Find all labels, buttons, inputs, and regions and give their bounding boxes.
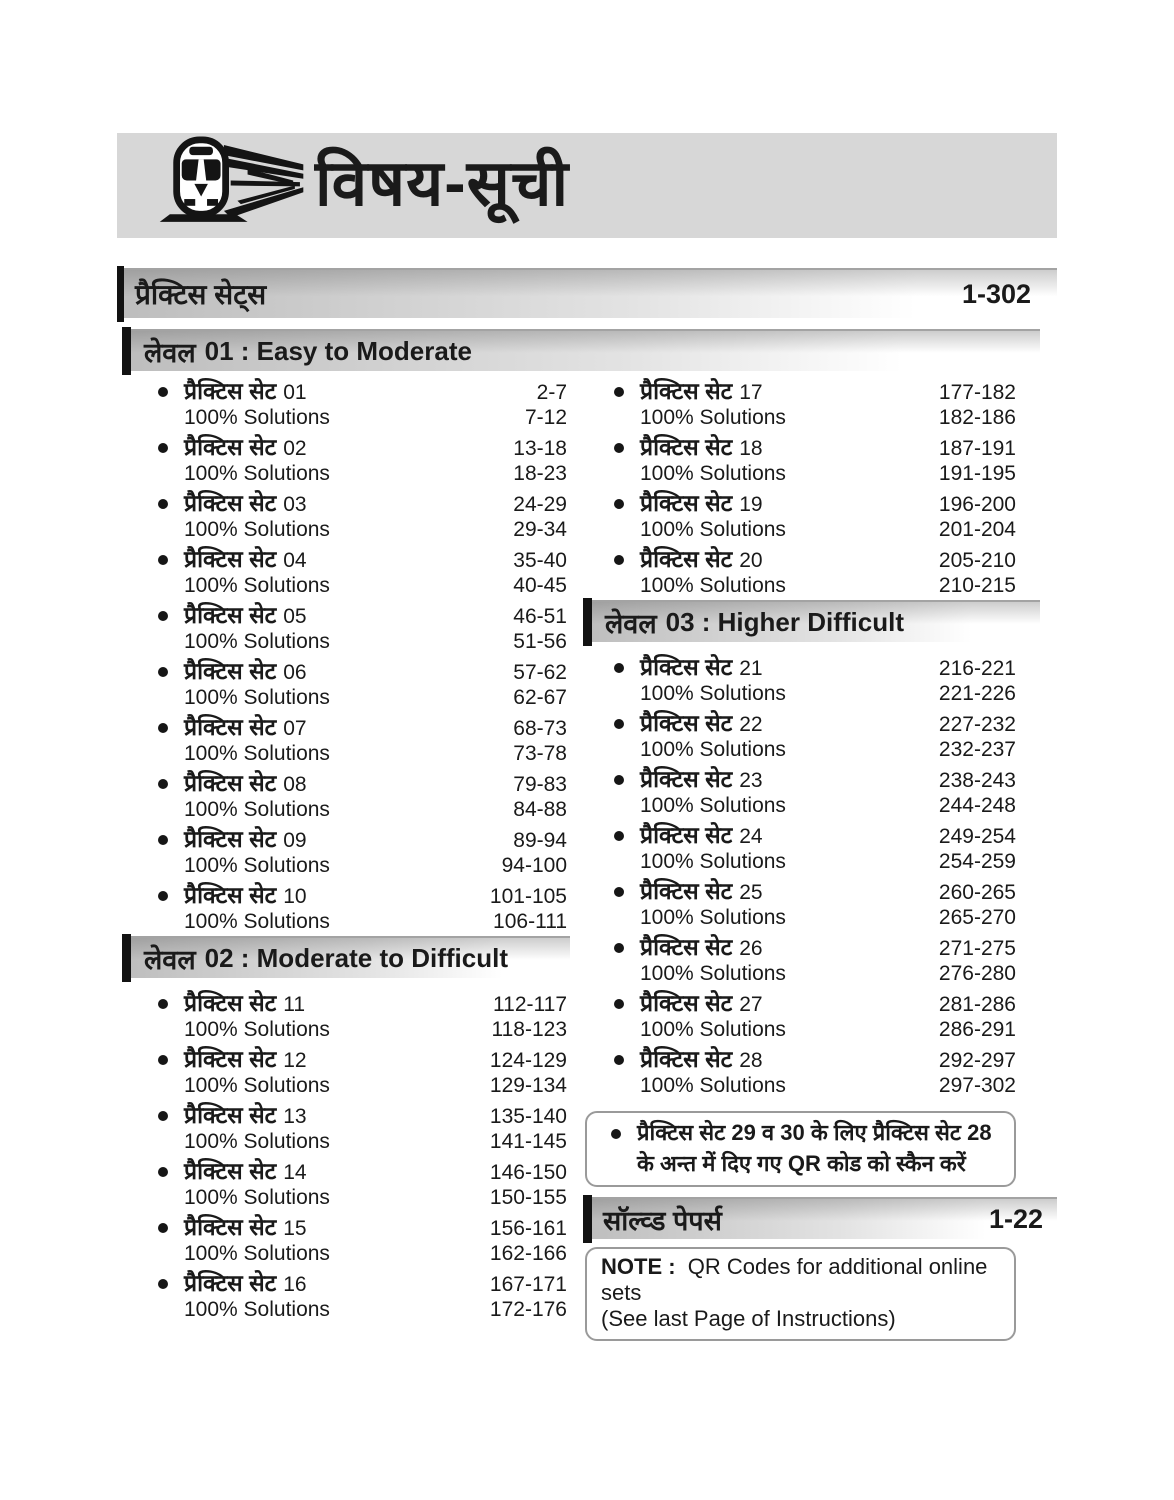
toc-entry-title-row xyxy=(614,822,1016,850)
toc-entry-solutions-pages: 51-56 xyxy=(513,630,567,653)
toc-entry-solutions-pages: 129-134 xyxy=(489,1074,567,1097)
toc-entry-solutions-label: 100% Solutions xyxy=(184,742,330,765)
toc-entry-number: 24 xyxy=(739,825,763,848)
toc-entry-solutions-label: 100% Solutions xyxy=(640,1018,786,1041)
bullet-icon xyxy=(611,1129,621,1139)
toc-entry-number: 04 xyxy=(283,549,307,572)
toc-entry-number: 01 xyxy=(283,381,307,404)
toc-entry-label: प्रैक्टिस सेट 10 xyxy=(184,882,307,908)
toc-entry-solutions-row xyxy=(158,1299,567,1321)
toc-entry-pages: 205-210 xyxy=(938,549,1016,572)
toc-entry-title-row xyxy=(158,546,567,574)
bullet-icon xyxy=(158,499,168,509)
toc-entry-number: 18 xyxy=(739,437,763,460)
bullet-icon xyxy=(158,1055,168,1065)
toc-entry-label: प्रैक्टिस सेट 28 xyxy=(640,1046,763,1072)
toc-entry-solutions-pages: 106-111 xyxy=(493,910,567,933)
bullet-icon xyxy=(158,443,168,453)
toc-entry-solutions-label: 100% Solutions xyxy=(640,850,786,873)
toc-entry-solutions-row xyxy=(614,1075,1016,1097)
bullet-icon xyxy=(158,555,168,565)
toc-entry-title-row xyxy=(158,1214,567,1242)
toc-entry-solutions-label: 100% Solutions xyxy=(640,406,786,429)
toc-entry-label: प्रैक्टिस सेट 06 xyxy=(184,658,307,684)
bullet-icon xyxy=(614,775,624,785)
toc-entry-pages: 57-62 xyxy=(513,661,567,684)
toc-entry-solutions-label: 100% Solutions xyxy=(184,462,330,485)
toc-entry xyxy=(614,1046,1016,1097)
toc-entry-label: प्रैक्टिस सेट 03 xyxy=(184,490,307,516)
toc-entry-solutions-label: 100% Solutions xyxy=(640,794,786,817)
toc-entry-label: प्रैक्टिस सेट 21 xyxy=(640,654,763,680)
section-bar-level1 xyxy=(122,329,1040,371)
toc-entry-pages: 281-286 xyxy=(938,993,1016,1016)
toc-entry xyxy=(158,434,567,485)
toc-entry-label: प्रैक्टिस सेट 27 xyxy=(640,990,763,1016)
bullet-icon xyxy=(158,835,168,845)
toc-entry-solutions-row xyxy=(158,631,567,653)
toc-entry xyxy=(158,490,567,541)
toc-entry-label: प्रैक्टिस सेट 23 xyxy=(640,766,763,792)
toc-entry-label: प्रैक्टिस सेट 20 xyxy=(640,546,763,572)
toc-entry-solutions-label: 100% Solutions xyxy=(640,518,786,541)
toc-entry xyxy=(158,1102,567,1153)
toc-entry-pages: 135-140 xyxy=(489,1105,567,1128)
toc-entry-solutions-label: 100% Solutions xyxy=(184,1130,330,1153)
toc-entry-label: प्रैक्टिस सेट 24 xyxy=(640,822,763,848)
toc-entry-solutions-row xyxy=(158,463,567,485)
toc-entry-number: 15 xyxy=(283,1217,307,1240)
level-title: 02 : Moderate to Difficult xyxy=(204,942,508,973)
toc-entry xyxy=(614,490,1016,541)
bullet-icon xyxy=(158,1279,168,1289)
toc-entry-solutions-pages: 244-248 xyxy=(938,794,1016,817)
toc-entry-solutions-label: 100% Solutions xyxy=(184,574,330,597)
toc-entry-pages: 79-83 xyxy=(513,773,567,796)
solved-papers-pages: 1-22 xyxy=(988,1203,1043,1234)
toc-entry-solutions-label: 100% Solutions xyxy=(184,1186,330,1209)
bullet-icon xyxy=(614,555,624,565)
toc-entry-solutions-pages: 276-280 xyxy=(938,962,1016,985)
toc-entry-solutions-row xyxy=(158,1243,567,1265)
toc-entry-solutions-row xyxy=(158,575,567,597)
level-title: 03 : Higher Difficult xyxy=(665,606,904,637)
toc-entry-pages: 156-161 xyxy=(489,1217,567,1240)
level-title-hindi: लेवल xyxy=(144,944,196,975)
toc-entry-solutions-label: 100% Solutions xyxy=(184,1018,330,1041)
toc-entry-title-row xyxy=(614,434,1016,462)
toc-entry-title-row xyxy=(158,1046,567,1074)
toc-entry-pages: 35-40 xyxy=(513,549,567,572)
toc-entry-solutions-row xyxy=(158,519,567,541)
toc-entry-solutions-row xyxy=(614,1019,1016,1041)
toc-entry-pages: 196-200 xyxy=(938,493,1016,516)
toc-entry-number: 03 xyxy=(283,493,307,516)
toc-entry-pages: 112-117 xyxy=(493,993,567,1016)
toc-entry-label: प्रैक्टिस सेट 18 xyxy=(640,434,763,460)
toc-entry-solutions-pages: 254-259 xyxy=(938,850,1016,873)
toc-entry-pages: 292-297 xyxy=(938,1049,1016,1072)
toc-entry-title-row xyxy=(158,882,567,910)
toc-entry-pages: 249-254 xyxy=(938,825,1016,848)
level1-title: 01 : Easy to Moderate xyxy=(204,335,472,366)
toc-entry-solutions-label: 100% Solutions xyxy=(640,682,786,705)
toc-entry-solutions-row xyxy=(614,851,1016,873)
toc-entry-title-row xyxy=(614,654,1016,682)
bullet-icon xyxy=(158,611,168,621)
note-text: QR Codes for additional online sets xyxy=(601,1254,988,1305)
toc-entry-solutions-row xyxy=(614,407,1016,429)
toc-entry-number: 23 xyxy=(739,769,763,792)
toc-entry-pages: 177-182 xyxy=(938,381,1016,404)
toc-entry-number: 02 xyxy=(283,437,307,460)
toc-entry-pages: 68-73 xyxy=(513,717,567,740)
toc-entry-solutions-pages: 162-166 xyxy=(489,1242,567,1265)
toc-entry xyxy=(614,710,1016,761)
toc-entry-solutions-pages: 141-145 xyxy=(489,1130,567,1153)
toc-entry-number: 22 xyxy=(739,713,763,736)
toc-entry-solutions-row xyxy=(158,799,567,821)
toc-entry xyxy=(614,990,1016,1041)
toc-entry-number: 14 xyxy=(283,1161,307,1184)
note-line-1 xyxy=(601,1254,1002,1306)
toc-entry-label: प्रैक्टिस सेट 25 xyxy=(640,878,763,904)
toc-column-right-rows xyxy=(605,378,1016,1097)
toc-entry-label: प्रैक्टिस सेट 14 xyxy=(184,1158,307,1184)
qr-scan-note-box xyxy=(585,1111,1016,1187)
toc-entry-solutions-label: 100% Solutions xyxy=(184,910,330,933)
accent-bar xyxy=(117,266,124,322)
toc-entry-number: 13 xyxy=(283,1105,307,1128)
page-banner xyxy=(117,133,1057,238)
toc-entry-pages: 167-171 xyxy=(489,1273,567,1296)
note-line-2: (See last Page of Instructions) xyxy=(601,1306,896,1331)
toc-entry-label: प्रैक्टिस सेट 12 xyxy=(184,1046,307,1072)
note-label: NOTE : xyxy=(601,1254,676,1279)
toc-entry-solutions-pages: 18-23 xyxy=(513,462,567,485)
toc-entry-pages: 13-18 xyxy=(513,437,567,460)
bullet-icon xyxy=(614,943,624,953)
toc-entry-title-row xyxy=(158,1158,567,1186)
toc-entry-solutions-row xyxy=(614,463,1016,485)
toc-entry-pages: 124-129 xyxy=(489,1049,567,1072)
toc-entry-pages: 216-221 xyxy=(938,657,1016,680)
toc-entry-title-row xyxy=(158,990,567,1018)
toc-entry xyxy=(158,714,567,765)
train-icon xyxy=(153,136,305,235)
toc-entry-title-row xyxy=(614,490,1016,518)
accent-bar xyxy=(122,327,131,375)
section-bar-practice-sets xyxy=(117,268,1057,318)
toc-entry-solutions-label: 100% Solutions xyxy=(184,854,330,877)
toc-entry-solutions-label: 100% Solutions xyxy=(640,962,786,985)
toc-entry-solutions-label: 100% Solutions xyxy=(640,574,786,597)
toc-entry-title-row xyxy=(158,826,567,854)
toc-entry xyxy=(158,770,567,821)
toc-entry-pages: 187-191 xyxy=(938,437,1016,460)
practice-sets-pages: 1-302 xyxy=(961,278,1031,309)
accent-bar xyxy=(583,598,592,646)
toc-entry-solutions-label: 100% Solutions xyxy=(640,906,786,929)
toc-entry-label: प्रैक्टिस सेट 17 xyxy=(640,378,763,404)
toc-entry xyxy=(158,990,567,1041)
toc-entry-solutions-pages: 286-291 xyxy=(938,1018,1016,1041)
toc-entry-solutions-row xyxy=(158,1131,567,1153)
bullet-icon xyxy=(614,831,624,841)
toc-entry-pages: 46-51 xyxy=(513,605,567,628)
toc-entry-pages: 238-243 xyxy=(938,769,1016,792)
bullet-icon xyxy=(614,499,624,509)
toc-entry-solutions-row xyxy=(614,575,1016,597)
toc-entry-label: प्रैक्टिस सेट 26 xyxy=(640,934,763,960)
toc-entry xyxy=(614,934,1016,985)
toc-entry-solutions-pages: 221-226 xyxy=(938,682,1016,705)
toc-entry-solutions-pages: 201-204 xyxy=(938,518,1016,541)
toc-entry-number: 25 xyxy=(739,881,763,904)
toc-entry-pages: 260-265 xyxy=(938,881,1016,904)
toc-entry-pages: 227-232 xyxy=(938,713,1016,736)
toc-entry-title-row xyxy=(614,990,1016,1018)
toc-entry-solutions-pages: 29-34 xyxy=(513,518,567,541)
toc-entry-number: 28 xyxy=(739,1049,763,1072)
toc-entry-solutions-pages: 118-123 xyxy=(491,1018,567,1041)
toc-entry-number: 27 xyxy=(739,993,763,1016)
toc-entry-label: प्रैक्टिस सेट 08 xyxy=(184,770,307,796)
toc-entry-number: 21 xyxy=(739,657,763,680)
bullet-icon xyxy=(614,443,624,453)
toc-entry-solutions-row xyxy=(158,687,567,709)
toc-entry-title-row xyxy=(158,1102,567,1130)
toc-entry-solutions-pages: 94-100 xyxy=(501,854,567,877)
toc-entry-number: 08 xyxy=(283,773,307,796)
toc-entry-number: 05 xyxy=(283,605,307,628)
toc-entry-solutions-label: 100% Solutions xyxy=(184,518,330,541)
bullet-icon xyxy=(614,999,624,1009)
toc-entry-number: 10 xyxy=(283,885,307,908)
toc-entry xyxy=(158,882,567,933)
toc-entry-solutions-row xyxy=(614,907,1016,929)
bullet-icon xyxy=(614,887,624,897)
toc-entry-title-row xyxy=(614,1046,1016,1074)
toc-entry-number: 20 xyxy=(739,549,763,572)
toc-entry-solutions-pages: 73-78 xyxy=(513,742,567,765)
practice-sets-title: प्रैक्टिस सेट्स xyxy=(135,279,267,310)
page-title: विषय-सूची xyxy=(315,146,570,219)
bullet-icon xyxy=(158,1111,168,1121)
level-title-hindi: लेवल xyxy=(605,608,657,639)
toc-entry-solutions-label: 100% Solutions xyxy=(184,406,330,429)
accent-bar xyxy=(583,1195,592,1243)
toc-entry-title-row xyxy=(158,658,567,686)
section-bar-level xyxy=(583,600,1040,642)
toc-entry-label: प्रैक्टिस सेट 22 xyxy=(640,710,763,736)
toc-entry xyxy=(158,378,567,429)
toc-entry-solutions-pages: 7-12 xyxy=(524,406,567,429)
toc-column-right xyxy=(601,378,1043,1341)
toc-entry-solutions-pages: 172-176 xyxy=(489,1298,567,1321)
toc-entry-title-row xyxy=(614,878,1016,906)
toc-entry-title-row xyxy=(158,490,567,518)
toc-entry xyxy=(158,1158,567,1209)
toc-entry xyxy=(614,878,1016,929)
toc-entry-label: प्रैक्टिस सेट 09 xyxy=(184,826,307,852)
toc-entry-solutions-row xyxy=(614,683,1016,705)
bullet-icon xyxy=(158,1223,168,1233)
toc-entry-solutions-label: 100% Solutions xyxy=(640,738,786,761)
toc-entry-solutions-label: 100% Solutions xyxy=(184,798,330,821)
toc-entry-title-row xyxy=(614,766,1016,794)
bullet-icon xyxy=(614,719,624,729)
bullet-icon xyxy=(158,891,168,901)
bullet-icon xyxy=(614,387,624,397)
bullet-icon xyxy=(614,1055,624,1065)
toc-entry-title-row xyxy=(614,378,1016,406)
section-bar-level xyxy=(122,936,570,978)
toc-entry-title-row xyxy=(158,434,567,462)
toc-entry-pages: 89-94 xyxy=(513,829,567,852)
toc-entry-solutions-label: 100% Solutions xyxy=(184,630,330,653)
toc-entry-solutions-row xyxy=(158,407,567,429)
bullet-icon xyxy=(158,723,168,733)
toc-entry-pages: 2-7 xyxy=(536,381,567,404)
toc-entry-number: 11 xyxy=(283,993,306,1016)
toc-entry xyxy=(158,602,567,653)
toc-entry-solutions-row xyxy=(158,911,567,933)
toc-entry-solutions-label: 100% Solutions xyxy=(184,1298,330,1321)
toc-entry-solutions-label: 100% Solutions xyxy=(640,1074,786,1097)
toc-entry-solutions-label: 100% Solutions xyxy=(184,1074,330,1097)
toc-entry xyxy=(158,658,567,709)
level1-title-hindi: लेवल xyxy=(144,337,196,368)
toc-entry-solutions-pages: 232-237 xyxy=(938,738,1016,761)
toc-entry-label: प्रैक्टिस सेट 13 xyxy=(184,1102,307,1128)
toc-entry-label: प्रैक्टिस सेट 04 xyxy=(184,546,307,572)
toc-entry xyxy=(614,654,1016,705)
toc-entry-solutions-pages: 84-88 xyxy=(513,798,567,821)
toc-entry-solutions-pages: 191-195 xyxy=(938,462,1016,485)
toc-entry-number: 06 xyxy=(283,661,307,684)
toc-entry-solutions-pages: 210-215 xyxy=(938,574,1016,597)
toc-entry xyxy=(614,822,1016,873)
toc-entry xyxy=(614,434,1016,485)
toc-entry-number: 26 xyxy=(739,937,763,960)
toc-entry-title-row xyxy=(158,1270,567,1298)
toc-entry xyxy=(614,378,1016,429)
toc-entry-title-row xyxy=(614,710,1016,738)
bullet-icon xyxy=(158,387,168,397)
toc-entry-pages: 146-150 xyxy=(489,1161,567,1184)
bullet-icon xyxy=(158,667,168,677)
toc-entry-solutions-pages: 62-67 xyxy=(513,686,567,709)
toc-entry-number: 17 xyxy=(739,381,763,404)
toc-entry xyxy=(614,766,1016,817)
toc-entry-label: प्रैक्टिस सेट 02 xyxy=(184,434,307,460)
toc-entry-title-row xyxy=(158,714,567,742)
toc-entry xyxy=(158,826,567,877)
toc-entry-solutions-row xyxy=(158,1075,567,1097)
toc-entry-solutions-row xyxy=(158,855,567,877)
toc-entry xyxy=(158,1214,567,1265)
toc-entry-label: प्रैक्टिस सेट 15 xyxy=(184,1214,307,1240)
toc-entry-solutions-row xyxy=(614,963,1016,985)
note-box xyxy=(585,1247,1016,1341)
toc-entry-pages: 271-275 xyxy=(938,937,1016,960)
toc-entry-solutions-pages: 40-45 xyxy=(513,574,567,597)
toc-entry-number: 19 xyxy=(739,493,763,516)
toc-entry xyxy=(158,1270,567,1321)
toc-entry-solutions-label: 100% Solutions xyxy=(184,686,330,709)
toc-entry-solutions-row xyxy=(614,739,1016,761)
toc-entry-number: 07 xyxy=(283,717,307,740)
toc-entry-solutions-row xyxy=(614,519,1016,541)
bullet-icon xyxy=(158,999,168,1009)
toc-entry-solutions-row xyxy=(158,1187,567,1209)
toc-entry-solutions-pages: 182-186 xyxy=(938,406,1016,429)
toc-entry-pages: 24-29 xyxy=(513,493,567,516)
bullet-icon xyxy=(614,663,624,673)
bullet-icon xyxy=(158,779,168,789)
toc-entry-solutions-row xyxy=(158,1019,567,1041)
section-bar-solved-papers xyxy=(583,1197,1057,1239)
toc-entry-label: प्रैक्टिस सेट 05 xyxy=(184,602,307,628)
toc-entry xyxy=(158,1046,567,1097)
toc-entry xyxy=(158,546,567,597)
toc-entry-label: प्रैक्टिस सेट 01 xyxy=(184,378,307,404)
toc-entry-solutions-row xyxy=(614,795,1016,817)
toc-entry-title-row xyxy=(158,378,567,406)
toc-entry-solutions-label: 100% Solutions xyxy=(184,1242,330,1265)
solved-papers-title: सॉल्व्ड पेपर्स xyxy=(603,1205,722,1236)
toc-entry-solutions-label: 100% Solutions xyxy=(640,462,786,485)
toc-entry-title-row xyxy=(614,546,1016,574)
toc-entry-number: 16 xyxy=(283,1273,307,1296)
toc-entry-solutions-pages: 150-155 xyxy=(489,1186,567,1209)
bullet-icon xyxy=(158,1167,168,1177)
toc-entry-solutions-pages: 297-302 xyxy=(938,1074,1016,1097)
toc-entry-number: 09 xyxy=(283,829,307,852)
toc-entry-solutions-row xyxy=(158,743,567,765)
qr-scan-note-text: प्रैक्टिस सेट 29 व 30 के लिए प्रैक्टिस सेट 28 के अन्त में दिए गए QR कोड को स्कैन करें xyxy=(637,1120,992,1176)
toc-entry-number: 12 xyxy=(283,1049,307,1072)
accent-bar xyxy=(122,934,131,982)
toc-entry-title-row xyxy=(158,770,567,798)
toc-entry-solutions-pages: 265-270 xyxy=(938,906,1016,929)
toc-entry-label: प्रैक्टिस सेट 11 xyxy=(184,990,306,1016)
toc-column-left xyxy=(144,378,567,1326)
toc-entry xyxy=(614,546,1016,597)
toc-entry-title-row xyxy=(158,602,567,630)
toc-entry-label: प्रैक्टिस सेट 07 xyxy=(184,714,307,740)
toc-entry-title-row xyxy=(614,934,1016,962)
toc-entry-label: प्रैक्टिस सेट 16 xyxy=(184,1270,307,1296)
toc-entry-label: प्रैक्टिस सेट 19 xyxy=(640,490,763,516)
toc-entry-pages: 101-105 xyxy=(489,885,567,908)
